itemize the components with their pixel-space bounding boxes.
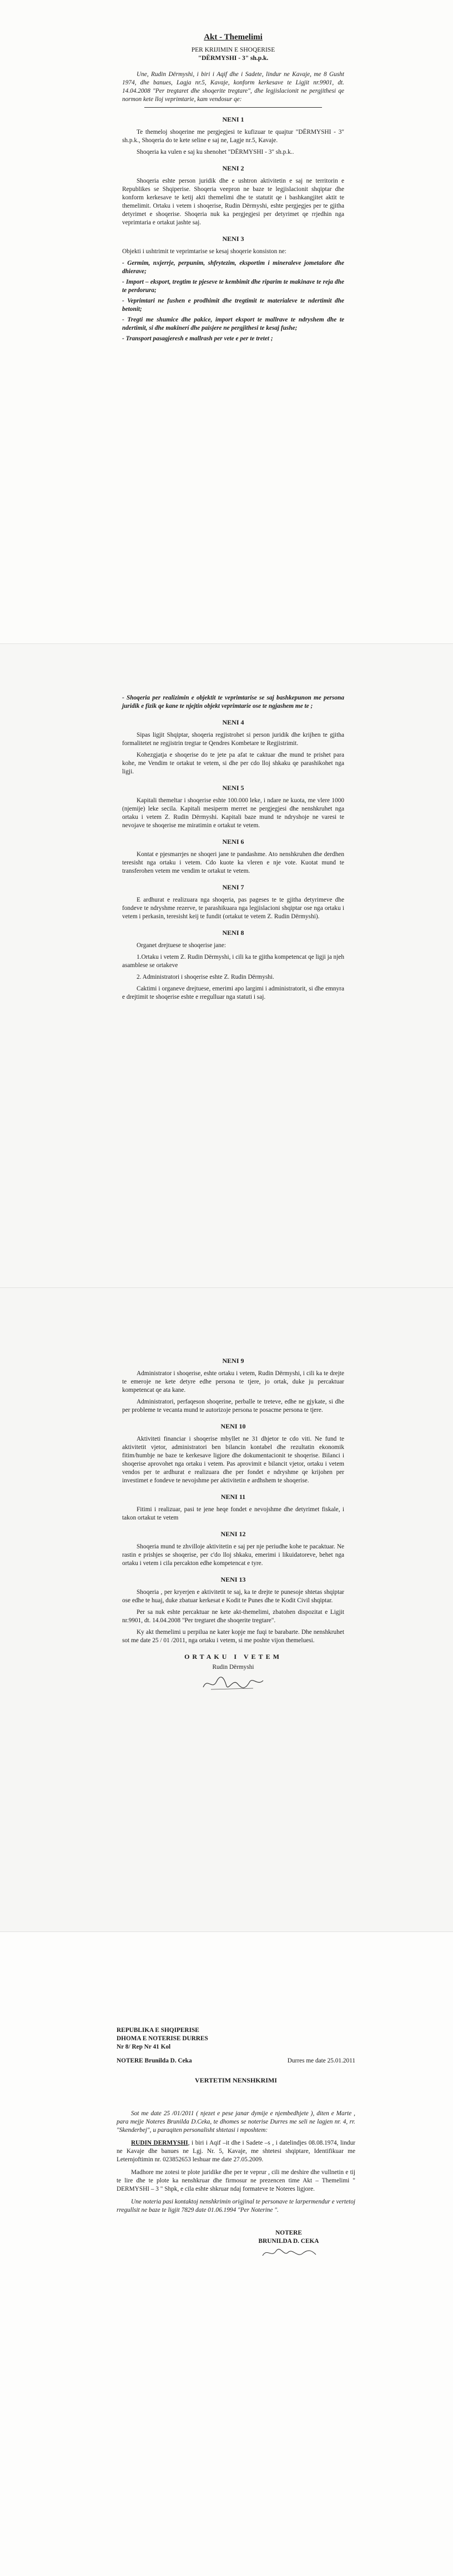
activity-item: - Tregti me shumice dhe pakice, import eksport te mallrave te ndryshem dhe te ndertimit, si dhe makinerí dhe paisjere ne pergjithesi te kesaj fushe;: [122, 316, 344, 331]
article-12-heading: NENI 12: [220, 1530, 246, 1538]
article-1-seal-text: Shoqeria ka vulen e saj ku shenohet "DËRMYSHI - 3" sh.p.k..: [137, 149, 294, 155]
certification-title: VERTETIM NENSHKRIMI: [195, 2076, 277, 2084]
republic-name: REPUBLIKA E SHQIPERISE: [117, 2027, 199, 2034]
notary-signature-name: BRUNILDA D. CEKA: [258, 2238, 319, 2245]
document-page-4: [0, 1932, 453, 2576]
company-name: "DËRMYSHI - 3" sh.p.k.: [198, 55, 269, 62]
activity-item: - Veprimtari ne fushen e prodhimit dhe tregtimit te materialeve te ndertimit dhe betonit;: [122, 298, 344, 313]
article-10-text: Aktiviteti financiar i shoqerise mbyllet ne 31 dhjetor te cdo viti. Ne fund te aktivitetit vjetor, administratori ben bilancin kontabel dhe rezultatin ekonomik fitim/humbje ne baze te kerkesave ligjore dhe dokumentacionit te shoqerise. Bilanci i shoqerise aprovohet nga ortaku i vetem. Pas aprovimit e bilancit vjetor, ortaku i vetem vendos per te ardhurat e realizuara dhe per fondet e ndryshme qe krijohen per investimet e fondeve te nevojshme per aktivitetin e ardhshem te shoqerise.: [122, 1436, 344, 1484]
article-5-text: Kapitali themeltar i shoqerise eshte 100.000 leke, i ndare ne kuota, me vlere 1000 (njemije) leke secila. Kapitali mesiperm merret ne pergjegjesi dhe nenshkruhet nga ortaku i vetem Z. Rudin Dërmyshi. Kapitali baze mund te ndryshoje ne varesi te nevojave te shoqerise me miratimin e ortakut te vetem.: [122, 797, 344, 829]
activity-list: [122, 259, 344, 343]
governing-organ-item: 1.Ortaku i vetem Z. Rudin Dërmyshi, i cili ka te gjitha kompetencat qe ligji ja njeh asamblese se ortakeve: [122, 954, 344, 969]
article-11-text: Fitimi i realizuar, pasi te jene heqe fondet e nevojshme dhe detyrimet fiskale, i takon ortakut te vetem: [122, 1506, 344, 1521]
article-11-heading: NENI 11: [220, 1493, 246, 1501]
article-13-signing: Ky akt themelimi u perpilua ne kater kopje me fuqi te barabarte. Dhe nenshkruhet sot me date 25 / 01 /2011, nga ortaku i vetem, si me poshte vijon themeluesi.: [122, 1629, 344, 1644]
article-3-heading: NENI 3: [222, 235, 244, 243]
person-details: , i biri i Aqif –it dhe i Sadete –s , i datelindjes 08.08.1974, lindur ne Kavaje dhe banues ne Lgj. Nr. 5, Kavaje, me shtetesi shqiptare, Identifikuar me Leternjoftimin nr. 023852653 leshuar me date 27.05.2009.: [117, 2140, 355, 2163]
document-page-3: [0, 1288, 453, 1932]
notary-place-date: Durres me date 25.01.2011: [287, 2057, 355, 2064]
notary-body: [117, 2110, 355, 2263]
notary-line: [117, 2057, 355, 2065]
article-13-law-reference: Per sa nuk eshte percaktuar ne kete akt-themelimi, zbatohen dispozitat e Ligjit nr.9901, dt. 14.04.2008 "Per tregtaret dhe shoqerite tregtare".: [122, 1609, 344, 1624]
activity-item: - Import – eksport, tregtim te pjeseve te kembimit dhe riparim te makinave te reja dhe te perdorura;: [122, 279, 344, 294]
activity-item: - Germim, nxjerrje, perpunim, shfrytezim, eksportim i mineraleve jometalore dhe dhierave;: [122, 260, 344, 275]
article-7-heading: NENI 7: [222, 883, 244, 891]
article-8-heading: NENI 8: [222, 929, 244, 937]
article-10-heading: NENI 10: [220, 1422, 246, 1430]
article-1-heading: NENI 1: [222, 115, 244, 123]
divider: [144, 107, 322, 108]
article-9-heading: NENI 9: [222, 1357, 244, 1365]
person-name: RUDIN DERMYSHI: [131, 2140, 188, 2146]
document-subtitle: PER KRIJIMIN E SHOQERISE: [191, 47, 275, 53]
certification-statement: Madhore me zotesi te plote juridike dhe per te veprur , cili me deshire dhe vullnetin e tij te lire dhe te plote ka nenshkruar dhe firmosur ne prezencen time Akt – Themelimi " DERMYSHI – 3 " Shpk, e cila eshte shkruar ndaj formateve te Noteres ligjore.: [117, 2169, 355, 2192]
document-title: Akt - Themelimi: [204, 33, 263, 42]
notary-name: NOTERE Brunilda D. Ceka: [117, 2057, 192, 2064]
activity-item-continued: - Shoqeria per realizimin e objektit te veprimtarise se saj bashkepunon me persona juridik e fizik qe kane te njejtin objekt veprimtarie ose te ngjashem me te ;: [122, 695, 344, 710]
article-13-text: Shoqeria , per kryerjen e aktivitetit te saj, ka te drejte te punesoje shtetas shqiptar ose edhe te huaj, duke zbatuar kerkesat e Kodit te Punes dhe te Kodit Civil shqiptar.: [122, 1589, 344, 1604]
handwritten-signature: [200, 1674, 266, 1694]
article-9-text: Administrator i shoqerise, eshte ortaku i vetem, Rudin Dërmyshi, i cili ka te drejte te emeroje ne kete detyre edhe persona te tjere, jo ortak, duke ju percaktuar kompetencat qe ata kane.: [122, 1370, 344, 1393]
article-9-representation: Administratori, perfaqeson shoqerine, perballe te treteve, edhe ne gjykate, si dhe per probleme te vecanta mund te autorizoje persona te posacme persona te tjere.: [122, 1398, 344, 1413]
article-7-text: E ardhurat e realizuara nga shoqeria, pas pageses te te gjitha detyrimeve dhe fondeve te ndryshme rezerve, te parashikuara nga legjislacioni shqiptar ose nga ortaku i vetem i perkasin, teresisht keij te fundit (ortakut te vetem Z. Rudin Dërmyshi).: [122, 897, 344, 920]
sole-partner-label: ORTAKU I VETEM: [184, 1653, 282, 1661]
document-page-2: [0, 644, 453, 1288]
certification-closing: Une noteria pasi kontaktoj nenshkrimin origjinal te personave te larpermendur e vertetoj rregullsit ne baze te ligjit 7829 date 01.06.1994 "Per Noterine ".: [117, 2198, 355, 2213]
article-4-heading: NENI 4: [222, 718, 244, 726]
page-2-content: [122, 694, 344, 1005]
article-12-text: Shoqeria mund te zhvilloje aktivitetin e saj per nje periudhe kohe te pacaktuar. Ne rastin e prishjes se shoqerise, per c'do lloj shkaku, emerimi i likuidatoreve, behet nga ortaku i vetem i cila percakton edhe kompetencat e tyre.: [122, 1543, 344, 1567]
article-2-text: Shoqeria eshte person juridik dhe e ushtron aktivitetin e saj ne territorin e Republikes se Shqiperise. Shoqeria veepron ne baze te legjislacionit shqiptar dhe konform kerkesave te ketij akti themelimi dhe te statutit qe i bashkangjitet aktit te themelimit. Ortaku i vetem i shoqerise, Rudin Dërmyshi, eshte pergjegjes per te gjitha detyrimet e shoqerise. Shoqeria nuk ka pergjegjesi per detyrimet qe rrjedhin nga veprimtaria e ortakut jashte saj.: [122, 178, 344, 226]
intro-paragraph: Une, Rudin Dërmyshi, i biri i Aqif dhe i Sadete, lindur ne Kavaje, me 8 Gusht 1974, dhe banues, Lagja nr.5, Kavaje, konform kerkesave te Ligjit nr.9901, dt. 14.04.2008 "Per tregtaret dhe shoqerite tregtare", dhe legjislacionit ne pergjithesi qe normon kete lloj veprimtarie, kam vendosur qe:: [122, 71, 344, 103]
sole-partner-name: Rudin Dërmyshi: [212, 1664, 254, 1671]
article-3-text: Objekti i ushtrimit te veprimtarise se kesaj shoqerie konsiston ne:: [122, 248, 286, 255]
article-4-text: Sipas ligjit Shqiptar, shoqeria regjistrohet si person juridik dhe krijhen te gjitha formalitetet ne regjistrin tregtar te Qendres Kombetare te Regjistrimit.: [122, 732, 344, 747]
article-6-heading: NENI 6: [222, 838, 244, 846]
register-number: Nr 8/ Rep Nr 41 Kol: [117, 2044, 171, 2050]
notary-header: [117, 2026, 355, 2089]
activity-item: - Transport pasagjeresh e mallrash per vete e per te tretet ;: [122, 335, 273, 342]
article-1-text: Te themeloj shoqerine me pergjegjesi te kufizuar te quajtur "DËRMYSHI - 3" sh.p.k., Shoqeria do te kete seline e saj ne, Lagje nr.5, Kavaje.: [122, 129, 344, 144]
notary-signature-block: [233, 2229, 344, 2263]
article-13-heading: NENI 13: [220, 1576, 246, 1583]
document-page-1: [0, 0, 453, 644]
notary-title: NOTERE: [275, 2230, 302, 2236]
article-5-heading: NENI 5: [222, 784, 244, 792]
article-2-heading: NENI 2: [222, 164, 244, 172]
notary-handwritten-signature: [258, 2246, 319, 2260]
certification-person: [117, 2139, 355, 2164]
certification-intro: Sot me date 25 /01/2011 ( njezet e pese janar dymije e njembedhjete ), diten e Marte , para mejje Noteres Brunilda D.Ceka, te dhomes se noterise Durres me seli ne lagjen nr. 4, rr. "Skenderbej", u paraqiten personalisht shtetasi i mposhtem:: [117, 2110, 355, 2134]
article-8-text: Organet drejtuese te shoqerise jane:: [137, 942, 226, 949]
page-3-content: [122, 1349, 344, 1694]
notary-chamber: DHOMA E NOTERISE DURRES: [117, 2035, 208, 2042]
article-6-text: Kontat e pjesmarrjes ne shoqeri jane te pandashme. Ato nenshkruhen dhe derdhen teresisht nga ortaku i vetem. Cdo kuote ka vleren e nje vote. Kuotat mund te transferohen vetem me vendim te ortakut te vetem.: [122, 851, 344, 874]
page-1-content: [122, 33, 344, 345]
article-4-duration: Kohezgjatja e shoqerise do te jete pa afat te caktuar dhe mund te prishet para kohe, me Vendim te ortakut te vetem, si dhe per cdo lloj shkaku qe parashikohet nga ligji.: [122, 752, 344, 775]
article-8-statute: Caktimi i organeve drejtuese, emerimi apo largimi i administratorit, si dhe emnyra e drejtimit te shoqerise eshte e rregulluar nga statuti i saj.: [122, 985, 344, 1000]
governing-organ-item: 2. Administratori i shoqerise eshte Z. Rudin Dërmyshi.: [137, 974, 274, 980]
